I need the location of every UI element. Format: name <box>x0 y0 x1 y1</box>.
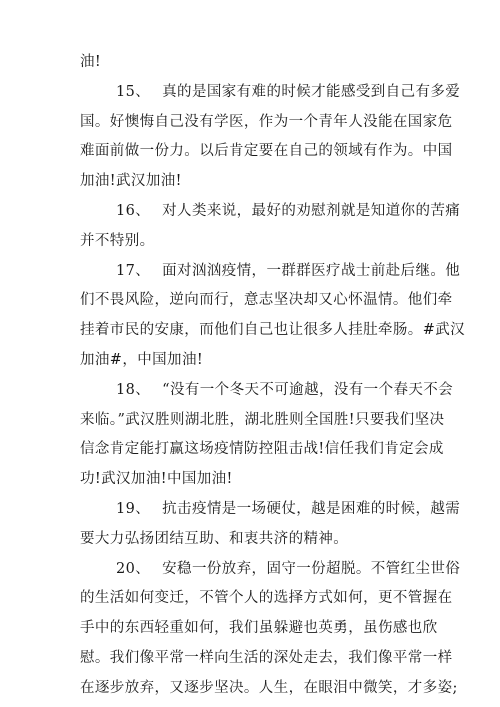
text-line-item-19: 19、 抗击疫情是一场硬仗，越是困难的时候，越需 <box>116 501 461 517</box>
text-line: 难面前做一份力。以后肯定要在自己的领域有作为。中国 <box>80 143 453 160</box>
item-number: 20、 <box>116 560 151 577</box>
text-line: 功!武汉加油!中国加油! <box>80 471 233 488</box>
text-line: 在逐步放弃，又逐步坚决。人生，在眼泪中微笑，才多姿; <box>80 679 458 696</box>
text-line: 加油#，中国加油! <box>80 352 204 368</box>
text-line: 们不畏风险，逆向而行，意志坚决却又心怀温情。他们牵 <box>80 292 453 309</box>
text-line: 的生活如何变迁，不管个人的选择方式如何，更不管握在 <box>80 590 453 607</box>
text-line: 慰。我们像平常一样向生活的深处走去，我们像平常一样 <box>80 650 453 666</box>
text-line-item-20: 20、 安稳一份放弃，固守一份超脱。不管红尘世俗 <box>116 560 461 577</box>
item-number: 17、 <box>116 262 151 279</box>
item-number: 18、 <box>116 381 151 398</box>
text-line: 信念肯定能打赢这场疫情防控阻击战!信任我们肯定会成 <box>80 441 444 458</box>
text-line: 要大力弘扬团结互助、和衷共济的精神。 <box>80 530 349 547</box>
text-line: 来临。”武汉胜则湖北胜，湖北胜则全国胜!只要我们坚决 <box>80 411 445 428</box>
text-line: 挂着市民的安康，而他们自己也让很多人挂肚牵肠。#武汉 <box>80 322 466 339</box>
text-line: 并不特别。 <box>80 232 155 249</box>
text-line: 加油!武汉加油! <box>80 173 182 190</box>
item-number: 15、 <box>116 83 151 100</box>
text-line-item-17: 17、 面对汹汹疫情，一群群医疗战士前赴后继。他 <box>116 262 461 279</box>
text-line-item-18: 18、 “没有一个冬天不可逾越，没有一个春天不会 <box>116 381 454 398</box>
item-number: 19、 <box>116 501 151 517</box>
text-line-item-15: 15、 真的是国家有难的时候才能感受到自己有多爱 <box>116 83 461 100</box>
text-line: 油! <box>80 54 102 70</box>
text-line-item-16: 16、 对人类来说，最好的劝慰剂就是知道你的苦痛 <box>116 203 461 219</box>
item-number: 16、 <box>116 203 151 219</box>
text-line: 国。好懊悔自己没有学医，作为一个青年人没能在国家危 <box>80 113 453 130</box>
text-line: 手中的东西轻重如何，我们虽躲避也英勇，虽伤感也欣 <box>80 620 438 637</box>
